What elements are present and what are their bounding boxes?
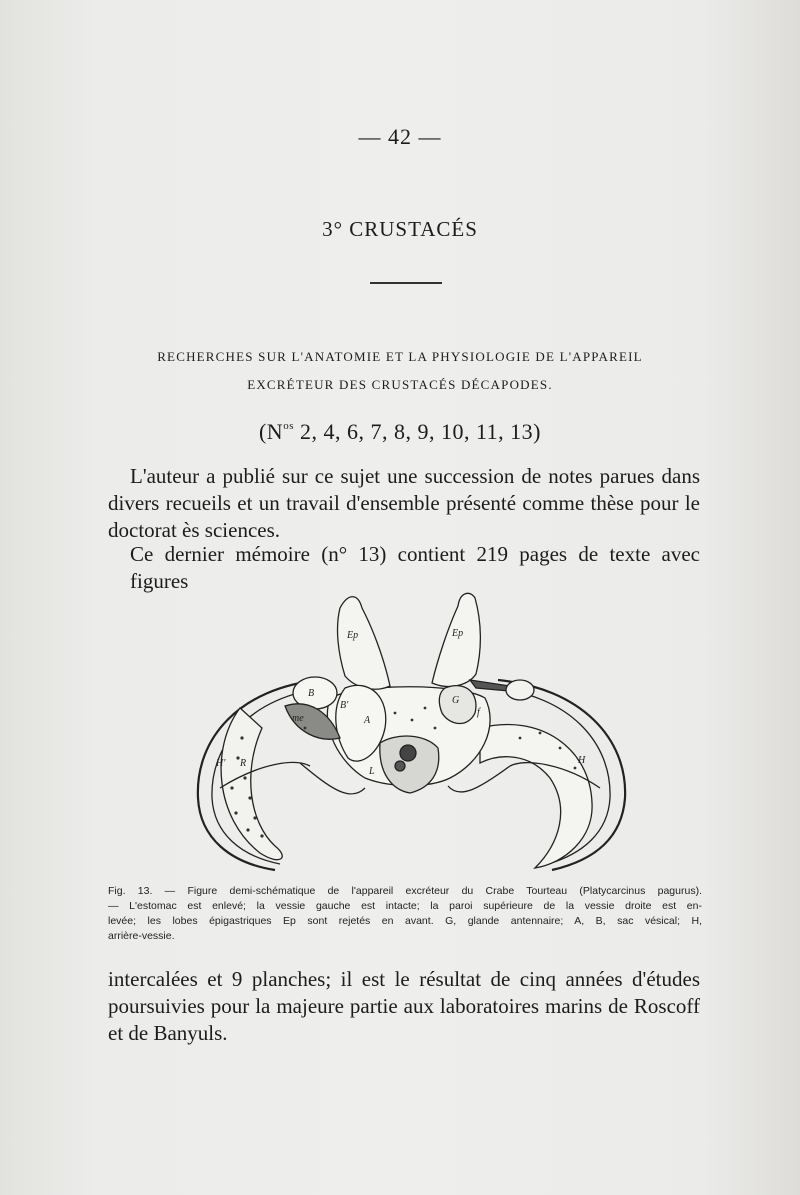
caption-line: Fig. 13. — Figure demi-schématique de l'appareil excréteur du Crabe Tourteau (Platycarcinus pagurus). (108, 885, 702, 897)
label-a: A (364, 715, 371, 726)
caption-line: levée; les lobes épigastriques Ep sont rejetés en avant. G, glande antennaire; A, B, sac vésical; H, (108, 915, 702, 927)
label-h-prime: H' (216, 758, 226, 769)
label-r: R (240, 758, 247, 769)
caption-line: — L'estomac est enlevé; la vessie gauche est intacte; la paroi supérieure de la vessie droite est en- (108, 900, 702, 912)
label-l: L (369, 766, 375, 777)
paragraph-line: Ce dernier mémoire (n° 13) contient 219 pages de texte avec figures (130, 542, 700, 593)
paragraph-line: doctorat ès sciences. (108, 518, 281, 542)
label-b-prime: B' (340, 700, 349, 711)
page-number: — 42 — (358, 124, 442, 149)
paragraph-line: divers recueils et un travail d'ensemble présenté comme thèse pour le (108, 491, 700, 515)
paragraph-1 (108, 463, 700, 544)
memoir-title (80, 343, 720, 399)
publication-numbers (0, 419, 800, 445)
label-f: f (477, 707, 480, 718)
memoir-title-line: EXCRÉTEUR DES CRUSTACÉS DÉCAPODES. (247, 377, 553, 392)
numbers-prefix: (N (258, 419, 284, 444)
paragraph-line: et de Banyuls. (108, 1021, 228, 1045)
paragraph-line: intercalées et 9 planches; il est le résultat de cinq années d'études (108, 967, 700, 991)
paragraph-2 (108, 541, 700, 595)
section-title: 3° CRUSTACÉS (322, 217, 478, 241)
paragraph-line: L'auteur a publié sur ce sujet une succession de notes parues dans (130, 464, 700, 488)
numbers-list: 2, 4, 6, 7, 8, 9, 10, 11, 13) (293, 419, 541, 444)
paragraph-line: poursuivies pour la majeure partie aux laboratoires marins de Roscoff (108, 994, 700, 1018)
section-divider (370, 282, 442, 284)
label-g: G (452, 695, 460, 706)
paragraph-3 (108, 966, 700, 1047)
label-b: B (308, 688, 315, 699)
label-h: H (578, 755, 586, 766)
numbers-superscript: os (283, 420, 294, 432)
figure-caption (108, 884, 702, 944)
anatomical-figure (180, 588, 640, 883)
label-ep-right: Ep (452, 628, 464, 639)
label-me: me (292, 713, 304, 724)
caption-line: arrière-vessie. (108, 930, 175, 942)
label-ep-left: Ep (347, 630, 359, 641)
memoir-title-line: RECHERCHES SUR L'ANATOMIE ET LA PHYSIOLOGIE DE L'APPAREIL (157, 349, 643, 364)
